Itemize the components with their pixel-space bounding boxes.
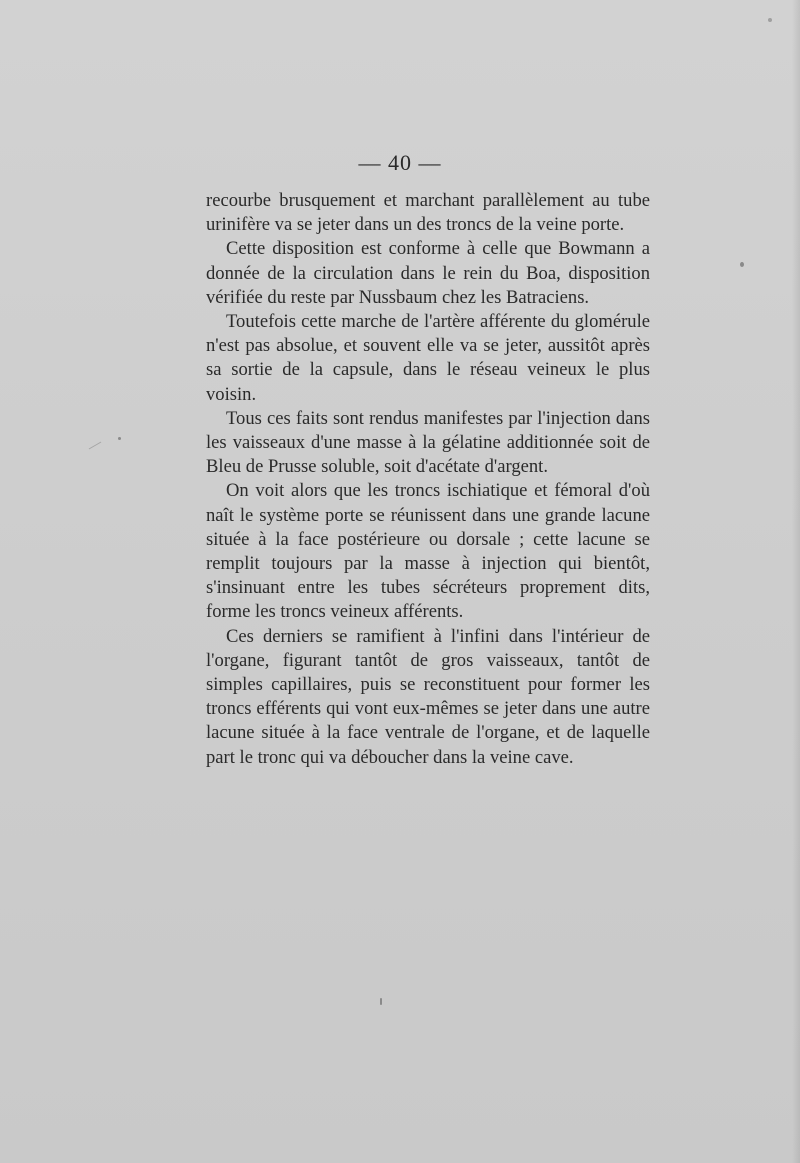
paragraph: Cette disposition est conforme à celle que Bowmann a donnée de la circulation dans le rein du Boa, disposition vérifiée du reste par Nussbaum chez les Batraciens. xyxy=(206,238,650,308)
paragraph-continued: recourbe brusquement et marchant parallèlement au tube urinifère va se jeter dans un des troncs de la veine porte. xyxy=(206,190,650,236)
paragraph: Tous ces faits sont rendus manifestes par l'injection dans les vaisseaux d'une masse à la gélatine additionnée soit de Bleu de Prusse soluble, soit d'acétate d'argent. xyxy=(206,407,650,478)
paper-speck xyxy=(89,442,102,450)
paper-speck xyxy=(118,437,121,440)
paper-speck xyxy=(740,262,744,267)
paper-speck xyxy=(768,18,772,22)
paragraph: Ces derniers se ramifient à l'infini dans l'intérieur de l'organe, figurant tantôt de gros vaisseaux, tantôt de simples capillaires, puis se reconstituent pour former les troncs efférents qui vont eux-mêmes se jeter dans une autre lacune située à la face ventrale de l'organe, et de laquelle part le tronc qui va déboucher dans la veine cave. xyxy=(206,625,650,768)
paper-speck xyxy=(380,998,382,1005)
paragraph: On voit alors que les troncs ischiatique et fémoral d'où naît le système porte se réunissent dans une grande lacune située à la face postérieure ou dorsale ; cette lacune se remplit toujours par la masse à injection qui bientôt, s'insinuant entre les tubes sécréteurs proprement dits, forme les troncs veineux afférents. xyxy=(206,480,650,623)
body-text xyxy=(206,189,650,770)
paragraph: Toutefois cette marche de l'artère afférente du glomérule n'est pas absolue, et souvent elle va se jeter, aussitôt après sa sortie de la capsule, dans le réseau veineux le plus voisin. xyxy=(206,311,650,405)
page-number: — 40 — xyxy=(358,150,442,175)
